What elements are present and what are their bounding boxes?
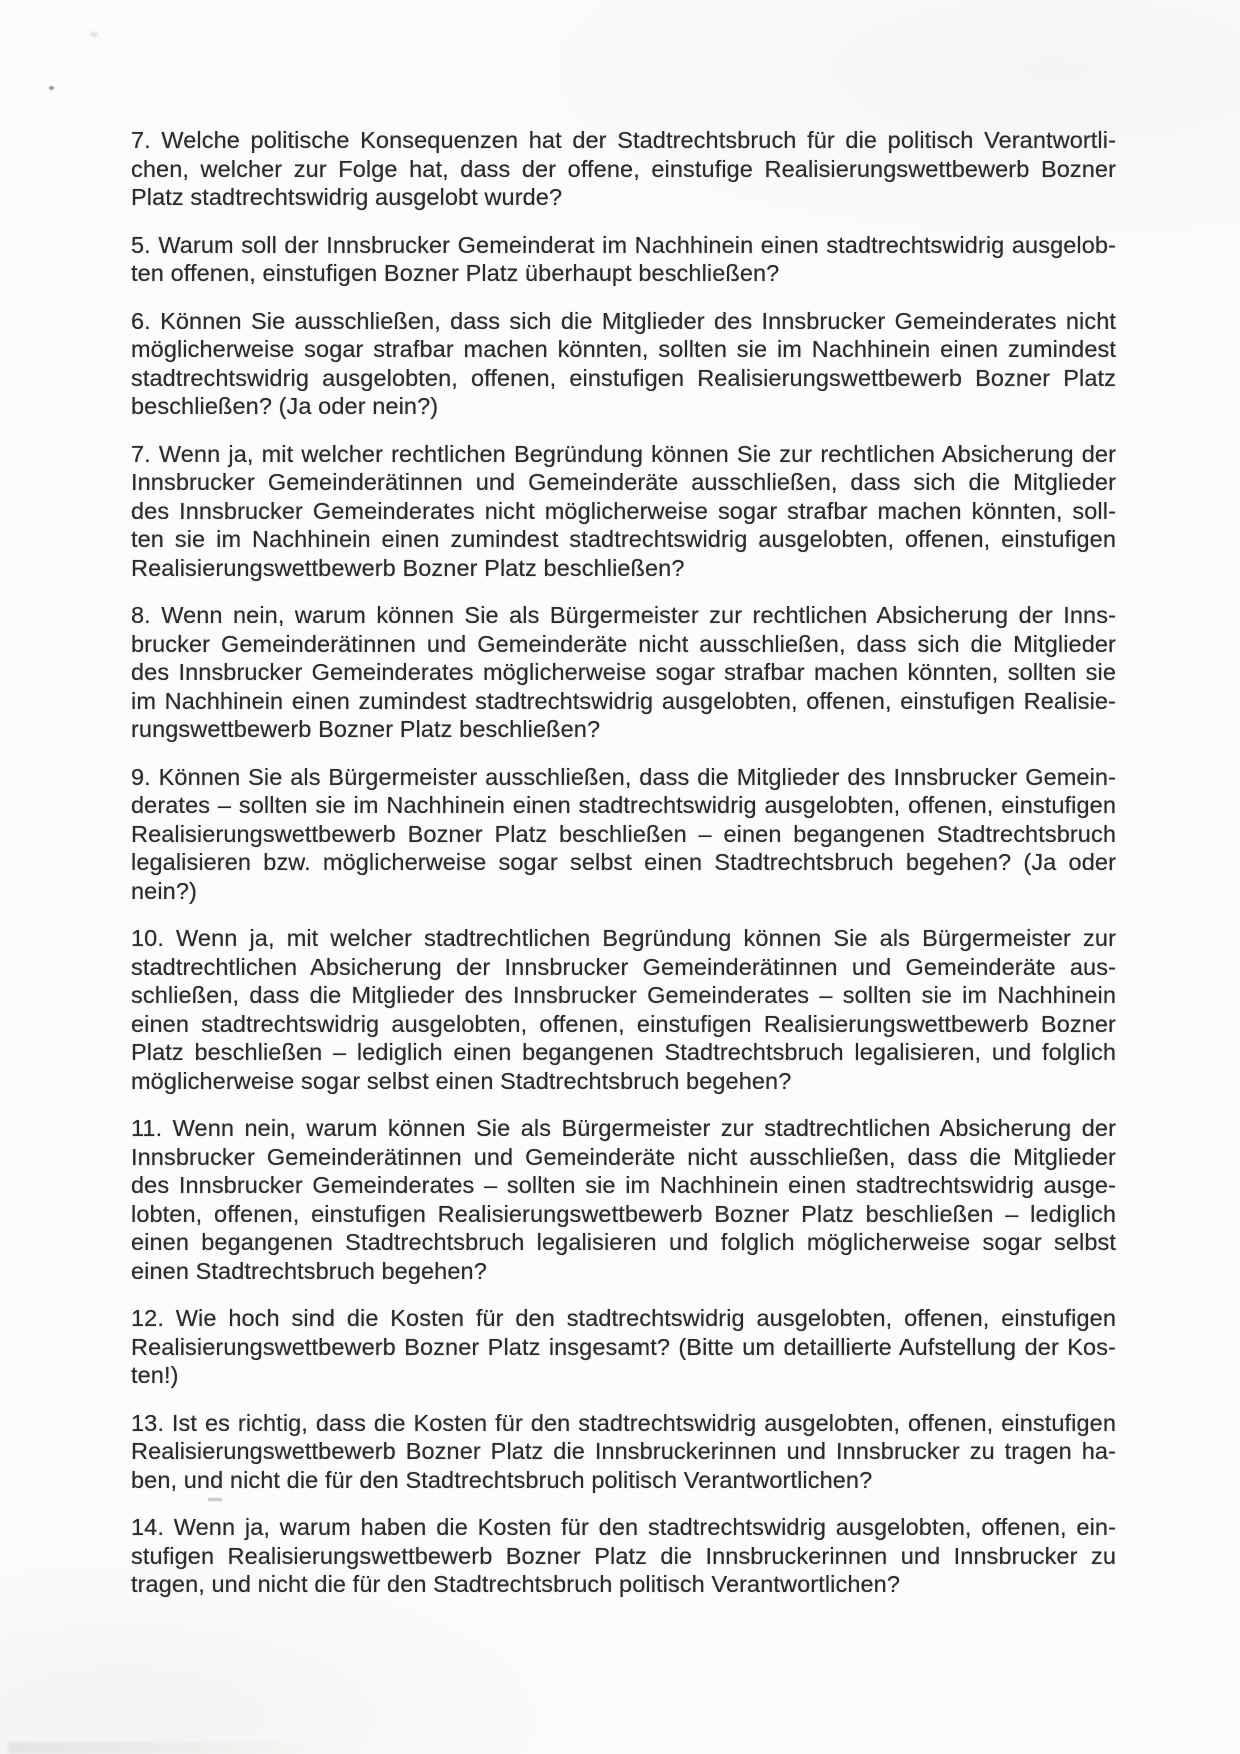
text-line: im Nachhinein einen zumindest stadtrechtswidrig ausgelobten, offenen, einstufigen Realisie- [131, 687, 1116, 714]
text-line: 7. Welche politische Konsequenzen hat der Stadtrechtsbruch für die politisch Verantwortli- [131, 127, 1116, 153]
text-line: Realisierungswettbewerb Bozner Platz insgesamt? (Bitte um detaillierte Aufstellung der Kos- [131, 1333, 1116, 1360]
text-line: ben, und nicht die für den Stadtrechtsbruch politisch Verantwortlichen? [131, 1466, 873, 1493]
paragraph-q7b [131, 440, 1116, 583]
text-line: möglicherweise sogar selbst einen Stadtrechtsbruch begehen? [131, 1067, 792, 1094]
scan-mark [208, 1498, 222, 1501]
text-line: des Innsbrucker Gemeinderates nicht möglicherweise sogar strafbar machen könnten, soll- [131, 497, 1116, 524]
text-line: Innsbrucker Gemeinderätinnen und Gemeinderäte nicht ausschließen, dass die Mitglieder [131, 1143, 1116, 1170]
paragraph-q9 [131, 763, 1116, 906]
text-line: möglicherweise sogar strafbar machen könnten, sollten sie im Nachhinein einen zumindest [131, 336, 1116, 362]
text-line: chen, welcher zur Folge hat, dass der offene, einstufige Realisierungswettbewerb Bozner [131, 155, 1116, 182]
text-line: Innsbrucker Gemeinderätinnen und Gemeinderäte ausschließen, dass sich die Mitglieder [131, 469, 1116, 495]
text-line: Platz stadtrechtswidrig ausgelobt wurde? [131, 184, 563, 210]
text-line: des Innsbrucker Gemeinderates möglicherweise sogar strafbar machen könnten, sollten sie [131, 659, 1116, 685]
text-line: nein?) [131, 877, 197, 904]
text-line: stufigen Realisierungswettbewerb Bozner Platz die Innsbruckerinnen und Innsbrucker zu [131, 1542, 1116, 1569]
paragraph-q6 [131, 307, 1116, 421]
text-line: einen stadtrechtswidrig ausgelobten, offenen, einstufigen Realisierungswettbewerb Bozner [131, 1010, 1116, 1037]
text-line: des Innsbrucker Gemeinderates – sollten sie im Nachhinein einen stadtrechtswidrig ausge- [131, 1172, 1116, 1198]
paragraph-q7a [131, 126, 1116, 212]
text-line: einen begangenen Stadtrechtsbruch legalisieren und folglich möglicherweise sogar selbst [131, 1229, 1116, 1255]
text-line: tragen, und nicht die für den Stadtrechtsbruch politisch Verantwortlichen? [131, 1571, 900, 1597]
scan-speck [49, 86, 54, 90]
text-line: beschließen? (Ja oder nein?) [131, 393, 439, 419]
text-line: 9. Können Sie als Bürgermeister ausschließen, dass die Mitglieder des Innsbrucker Gemein- [131, 763, 1116, 790]
paragraph-q8 [131, 601, 1116, 744]
text-line: 11. Wenn nein, warum können Sie als Bürgermeister zur stadtrechtlichen Absicherung der [131, 1115, 1116, 1141]
text-line: stadtrechtlichen Absicherung der Innsbrucker Gemeinderätinnen und Gemeinderäte aus- [131, 953, 1116, 980]
text-line: Platz beschließen – lediglich einen begangenen Stadtrechtsbruch legalisieren, und folglich [131, 1039, 1116, 1065]
paragraph-q10 [131, 924, 1116, 1095]
text-line: Realisierungswettbewerb Bozner Platz beschließen – einen begangenen Stadtrechtsbruch [131, 820, 1116, 847]
text-line: 6. Können Sie ausschließen, dass sich die Mitglieder des Innsbrucker Gemeinderates nicht [131, 307, 1116, 334]
text-line: 12. Wie hoch sind die Kosten für den stadtrechtswidrig ausgelobten, offenen, einstufigen [131, 1305, 1116, 1331]
text-line: brucker Gemeinderätinnen und Gemeinderäte nicht ausschließen, dass sich die Mitglieder [131, 630, 1116, 657]
paragraph-q14 [131, 1513, 1116, 1599]
text-line: 10. Wenn ja, mit welcher stadtrechtlichen Begründung können Sie als Bürgermeister zur [131, 925, 1116, 951]
scan-smudge [8, 1742, 320, 1754]
text-line: 13. Ist es richtig, dass die Kosten für den stadtrechtswidrig ausgelobten, offenen, einstufigen [131, 1409, 1116, 1436]
scan-speck [90, 32, 98, 37]
text-line: Realisierungswettbewerb Bozner Platz beschließen? [131, 554, 685, 581]
text-line: ten!) [131, 1362, 179, 1388]
text-line: derates – sollten sie im Nachhinein einen stadtrechtswidrig ausgelobten, offenen, einstufigen [131, 792, 1116, 818]
text-column [131, 126, 1116, 1618]
paragraph-q13 [131, 1409, 1116, 1495]
text-line: rungswettbewerb Bozner Platz beschließen? [131, 716, 601, 742]
text-line: lobten, offenen, einstufigen Realisierungswettbewerb Bozner Platz beschließen – lediglich [131, 1200, 1116, 1227]
text-line: Realisierungswettbewerb Bozner Platz die Innsbruckerinnen und Innsbrucker zu tragen ha- [131, 1438, 1116, 1464]
text-line: einen Stadtrechtsbruch begehen? [131, 1257, 487, 1284]
text-line: ten sie im Nachhinein einen zumindest stadtrechtswidrig ausgelobten, offenen, einstufigen [131, 526, 1116, 552]
text-line: ten offenen, einstufigen Bozner Platz überhaupt beschließen? [131, 260, 780, 286]
paragraph-q12 [131, 1304, 1116, 1390]
paragraph-q11 [131, 1114, 1116, 1285]
text-line: 14. Wenn ja, warum haben die Kosten für den stadtrechtswidrig ausgelobten, offenen, ein- [131, 1514, 1116, 1540]
text-line: legalisieren bzw. möglicherweise sogar selbst einen Stadtrechtsbruch begehen? (Ja oder [131, 849, 1116, 875]
text-line: 7. Wenn ja, mit welcher rechtlichen Begründung können Sie zur rechtlichen Absicherung der [131, 440, 1116, 467]
text-line: 5. Warum soll der Innsbrucker Gemeinderat im Nachhinein einen stadtrechtswidrig ausgelob- [131, 231, 1116, 258]
text-line: schließen, dass die Mitglieder des Innsbrucker Gemeinderates – sollten sie im Nachhinein [131, 982, 1116, 1008]
paragraph-q5 [131, 231, 1116, 288]
text-line: 8. Wenn nein, warum können Sie als Bürgermeister zur rechtlichen Absicherung der Inns- [131, 602, 1116, 628]
text-line: stadtrechtswidrig ausgelobten, offenen, einstufigen Realisierungswettbewerb Bozner Platz [131, 364, 1116, 391]
